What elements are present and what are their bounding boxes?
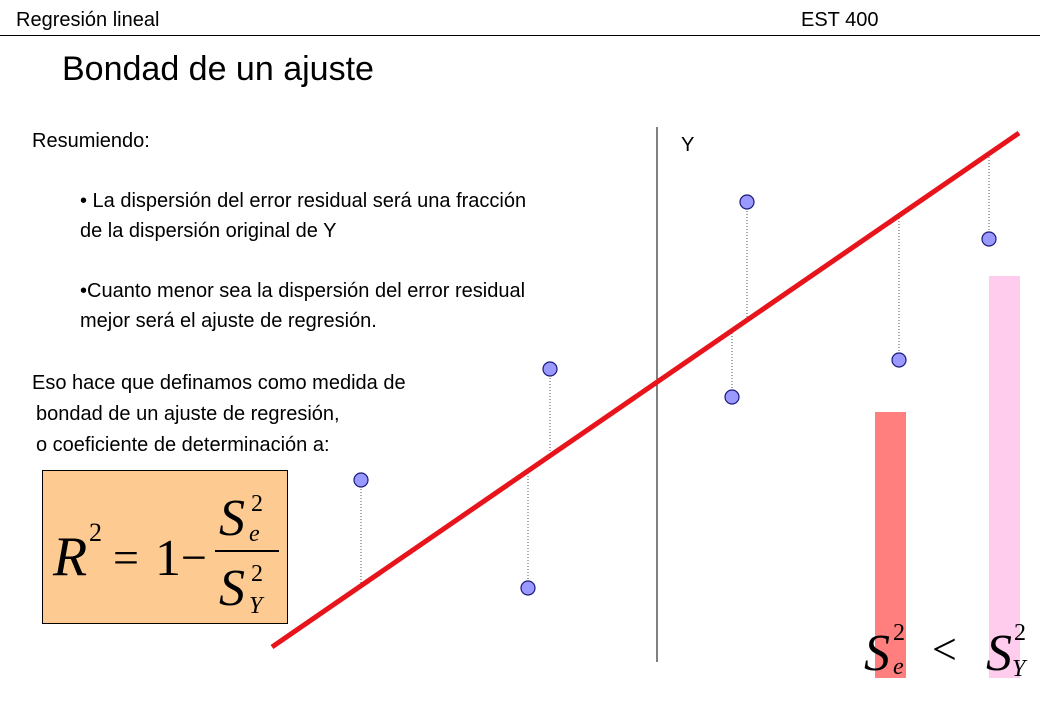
data-point: [725, 390, 739, 404]
formula-lhs-exponent: 2: [89, 518, 102, 547]
comparison-left-subscript: e: [893, 654, 904, 680]
conclusion-line-3: o coeficiente de determinación a:: [36, 434, 330, 456]
conclusion-line-1: Eso hace que definamos como medida de: [32, 372, 406, 394]
comparison-left-s: S: [864, 625, 890, 682]
formula-denominator-s: S: [219, 560, 245, 617]
formula-minus: −: [181, 532, 207, 583]
conclusion-line-2: bondad de un ajuste de regresión,: [36, 403, 340, 425]
comparison-right-exponent: 2: [1014, 620, 1026, 646]
bullet-2-line-2: mejor será el ajuste de regresión.: [80, 310, 377, 332]
data-point: [892, 353, 906, 367]
comparison-right-s: S: [986, 625, 1012, 682]
bullet-1-line-2: de la dispersión original de Y: [80, 220, 337, 242]
header-course-code: EST 400: [801, 9, 879, 31]
data-point: [740, 195, 754, 209]
total-dispersion-bar: [989, 276, 1020, 678]
formula-numerator-s: S: [219, 490, 245, 547]
data-point: [543, 362, 557, 376]
comparison-right-subscript: Y: [1012, 656, 1026, 682]
data-point: [354, 473, 368, 487]
bullet-1-line-1: • La dispersión del error residual será una fracción: [80, 190, 527, 212]
header-course-title: Regresión lineal: [16, 9, 160, 31]
regression-line: [272, 133, 1019, 647]
formula-lhs: R: [53, 526, 88, 588]
data-point: [982, 232, 996, 246]
bullet-2-line-1: •Cuanto menor sea la dispersión del error residual: [80, 280, 526, 302]
slide-title: Bondad de un ajuste: [62, 50, 374, 88]
formula-one: 1: [155, 530, 181, 587]
formula-equals: =: [113, 532, 139, 583]
dispersion-comparison: [864, 620, 1028, 682]
comparison-left-exponent: 2: [893, 620, 905, 646]
formula-numerator-subscript: e: [249, 521, 260, 547]
y-axis-label: Y: [681, 134, 695, 156]
data-point: [521, 581, 535, 595]
intro-text: Resumiendo:: [32, 130, 150, 152]
formula-denominator-subscript: Y: [249, 593, 263, 619]
comparison-operator: <: [932, 625, 957, 674]
formula-numerator-exponent: 2: [251, 491, 263, 517]
formula-denominator-exponent: 2: [251, 561, 263, 587]
